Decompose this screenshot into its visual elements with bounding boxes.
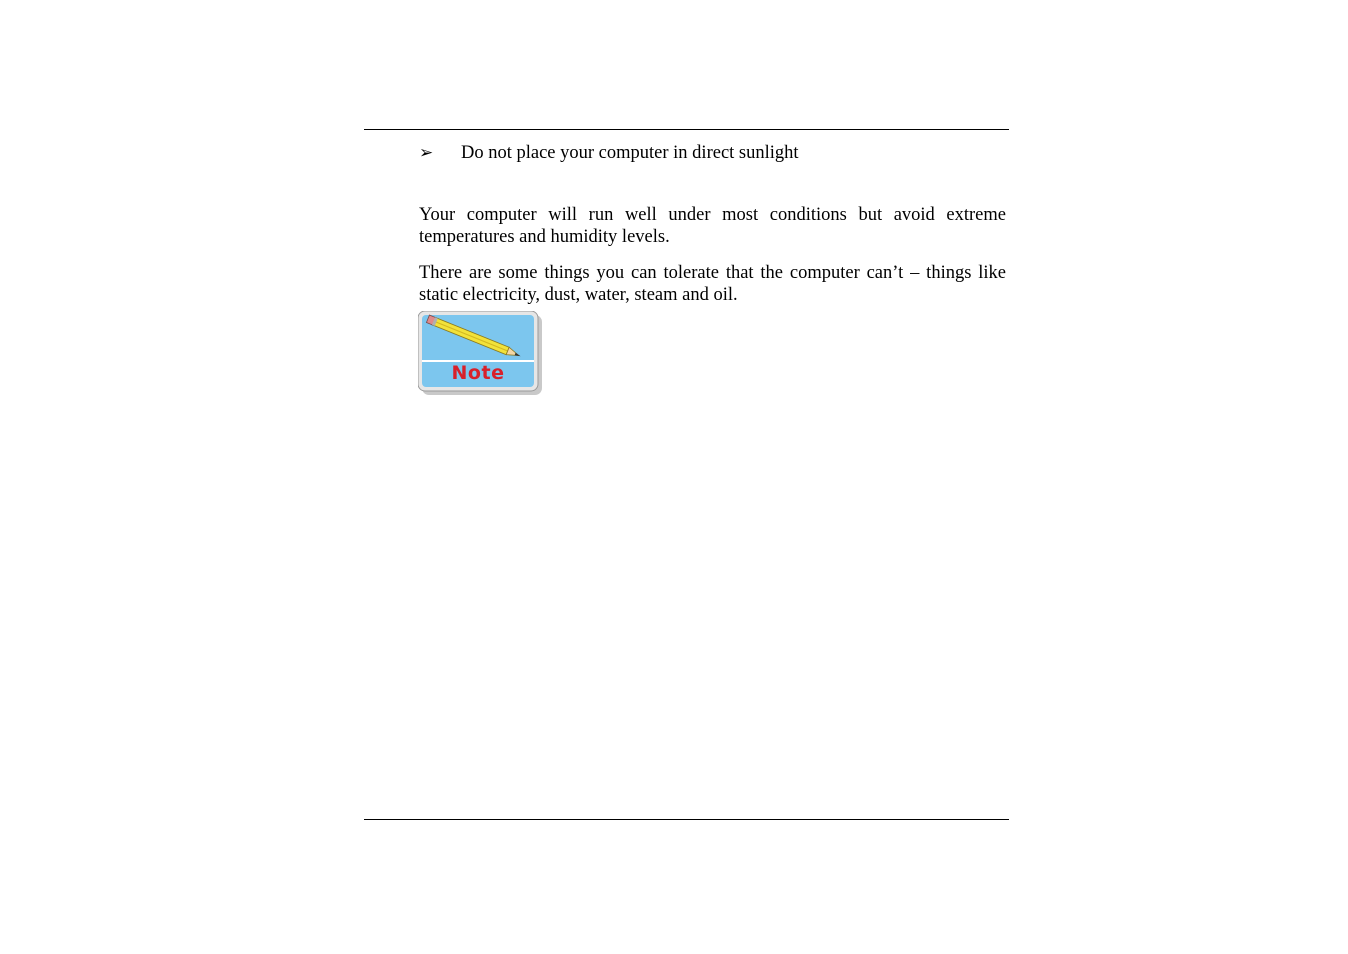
header-rule (364, 129, 1009, 130)
arrow-bullet-icon: ➢ (419, 143, 434, 163)
pencil-note-icon (418, 311, 546, 397)
paragraph-tolerate: There are some things you can tolerate that the computer can’t – things like static electricity, dust, water, steam and oil. (419, 263, 1006, 305)
note-badge (418, 311, 538, 391)
bullet-text: Do not place your computer in direct sunlight (461, 143, 799, 163)
footer-rule (364, 819, 1009, 820)
note-label: Note (451, 362, 505, 384)
paragraph-conditions: Your computer will run well under most conditions but avoid extreme temperatures and humidity levels. (419, 205, 1006, 247)
bullet-item (419, 142, 1009, 166)
